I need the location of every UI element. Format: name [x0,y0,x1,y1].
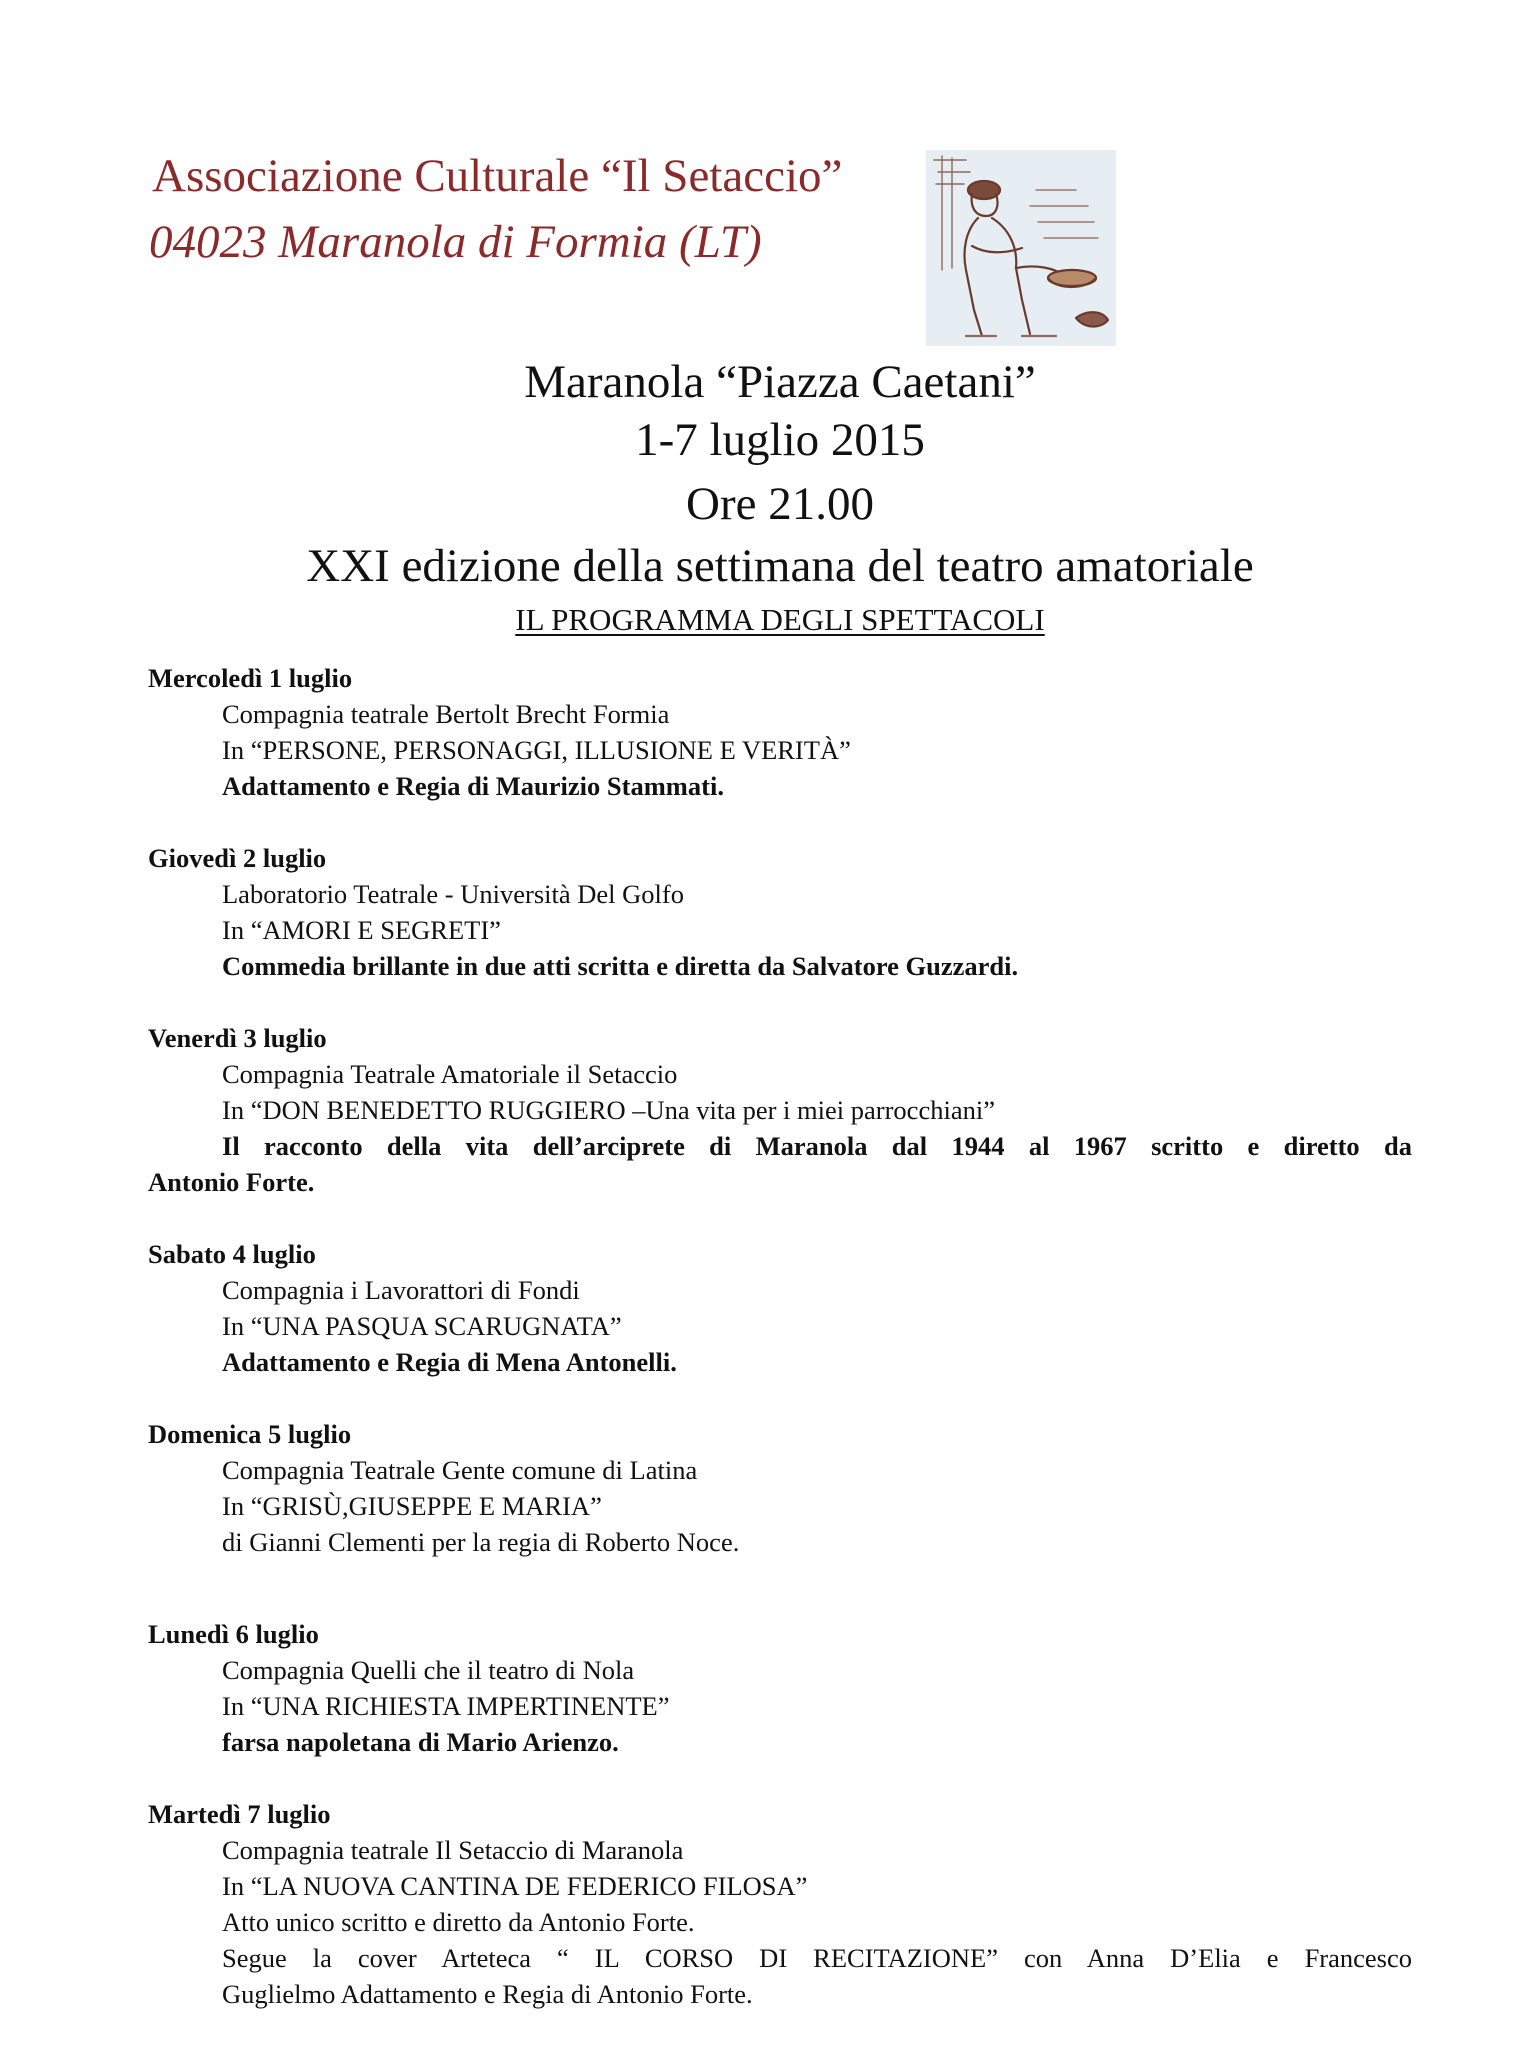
show-credit: Adattamento e Regia di Mena Antonelli. [222,1347,677,1377]
schedule-day [148,1616,1412,1760]
organization-address: 04023 Maranola di Formia (LT) [149,216,762,268]
company-name: Compagnia Teatrale Amatoriale il Setaccio [222,1059,678,1089]
show-credit: Atto unico scritto e diretto da Antonio Forte. [222,1907,695,1937]
company-name: Laboratorio Teatrale - Università Del Golfo [222,879,684,909]
show-credit: Commedia brillante in due atti scritta e diretta da Salvatore Guzzardi. [222,951,1019,981]
event-time: Ore 21.00 [686,478,874,530]
show-credit-continued: Antonio Forte. [148,1167,315,1197]
show-title: In “GRISÙ,GIUSEPPE E MARIA” [222,1491,602,1521]
schedule-day [148,1796,1412,2012]
schedule-day [148,1236,1412,1380]
show-title: In “UNA PASQUA SCARUGNATA” [222,1311,622,1341]
sketch-figure-icon [926,150,1116,346]
show-title: In “AMORI E SEGRETI” [222,915,501,945]
show-credit: Adattamento e Regia di Maurizio Stammati. [222,771,724,801]
show-title: In “UNA RICHIESTA IMPERTINENTE” [222,1691,670,1721]
organization-name: Associazione Culturale “Il Setaccio” [152,150,843,202]
company-name: Compagnia Teatrale Gente comune di Latina [222,1455,698,1485]
show-extra-continued: Guglielmo Adattamento e Regia di Antonio Forte. [222,1979,753,2009]
day-label: Giovedì 2 luglio [148,843,327,873]
schedule-day [148,1020,1412,1200]
day-label: Lunedì 6 luglio [148,1619,319,1649]
schedule-day [148,840,1412,984]
event-title: XXI edizione della settimana del teatro amatoriale [306,540,1254,592]
show-credit: Il racconto della vita dell’arciprete di Maranola dal 1944 al 1967 scritto e diretto da [222,1131,1412,1161]
schedule-list [148,660,1412,2048]
day-label: Domenica 5 luglio [148,1419,352,1449]
show-title: In “DON BENEDETTO RUGGIERO –Una vita per i miei parrocchiani” [222,1095,995,1125]
day-label: Martedì 7 luglio [148,1799,331,1829]
day-label: Venerdì 3 luglio [148,1023,327,1053]
show-title: In “LA NUOVA CANTINA DE FEDERICO FILOSA” [222,1871,808,1901]
company-name: Compagnia i Lavorattori di Fondi [222,1275,580,1305]
event-venue: Maranola “Piazza Caetani” [524,356,1036,408]
show-extra: Segue la cover Arteteca “ IL CORSO DI RECITAZIONE” con Anna D’Elia e Francesco [222,1943,1412,1973]
company-name: Compagnia teatrale Il Setaccio di Maranola [222,1835,684,1865]
show-title: In “PERSONE, PERSONAGGI, ILLUSIONE E VERITÀ” [222,735,851,765]
company-name: Compagnia teatrale Bertolt Brecht Formia [222,699,670,729]
day-label: Sabato 4 luglio [148,1239,316,1269]
day-label: Mercoledì 1 luglio [148,663,353,693]
program-heading: IL PROGRAMMA DEGLI SPETTACOLI [515,602,1045,637]
event-dates: 1-7 luglio 2015 [635,414,925,466]
show-credit: di Gianni Clementi per la regia di Roberto Noce. [222,1527,740,1557]
schedule-day [148,660,1412,804]
schedule-day [148,1416,1412,1560]
show-credit: farsa napoletana di Mario Arienzo. [222,1727,619,1757]
company-name: Compagnia Quelli che il teatro di Nola [222,1655,635,1685]
